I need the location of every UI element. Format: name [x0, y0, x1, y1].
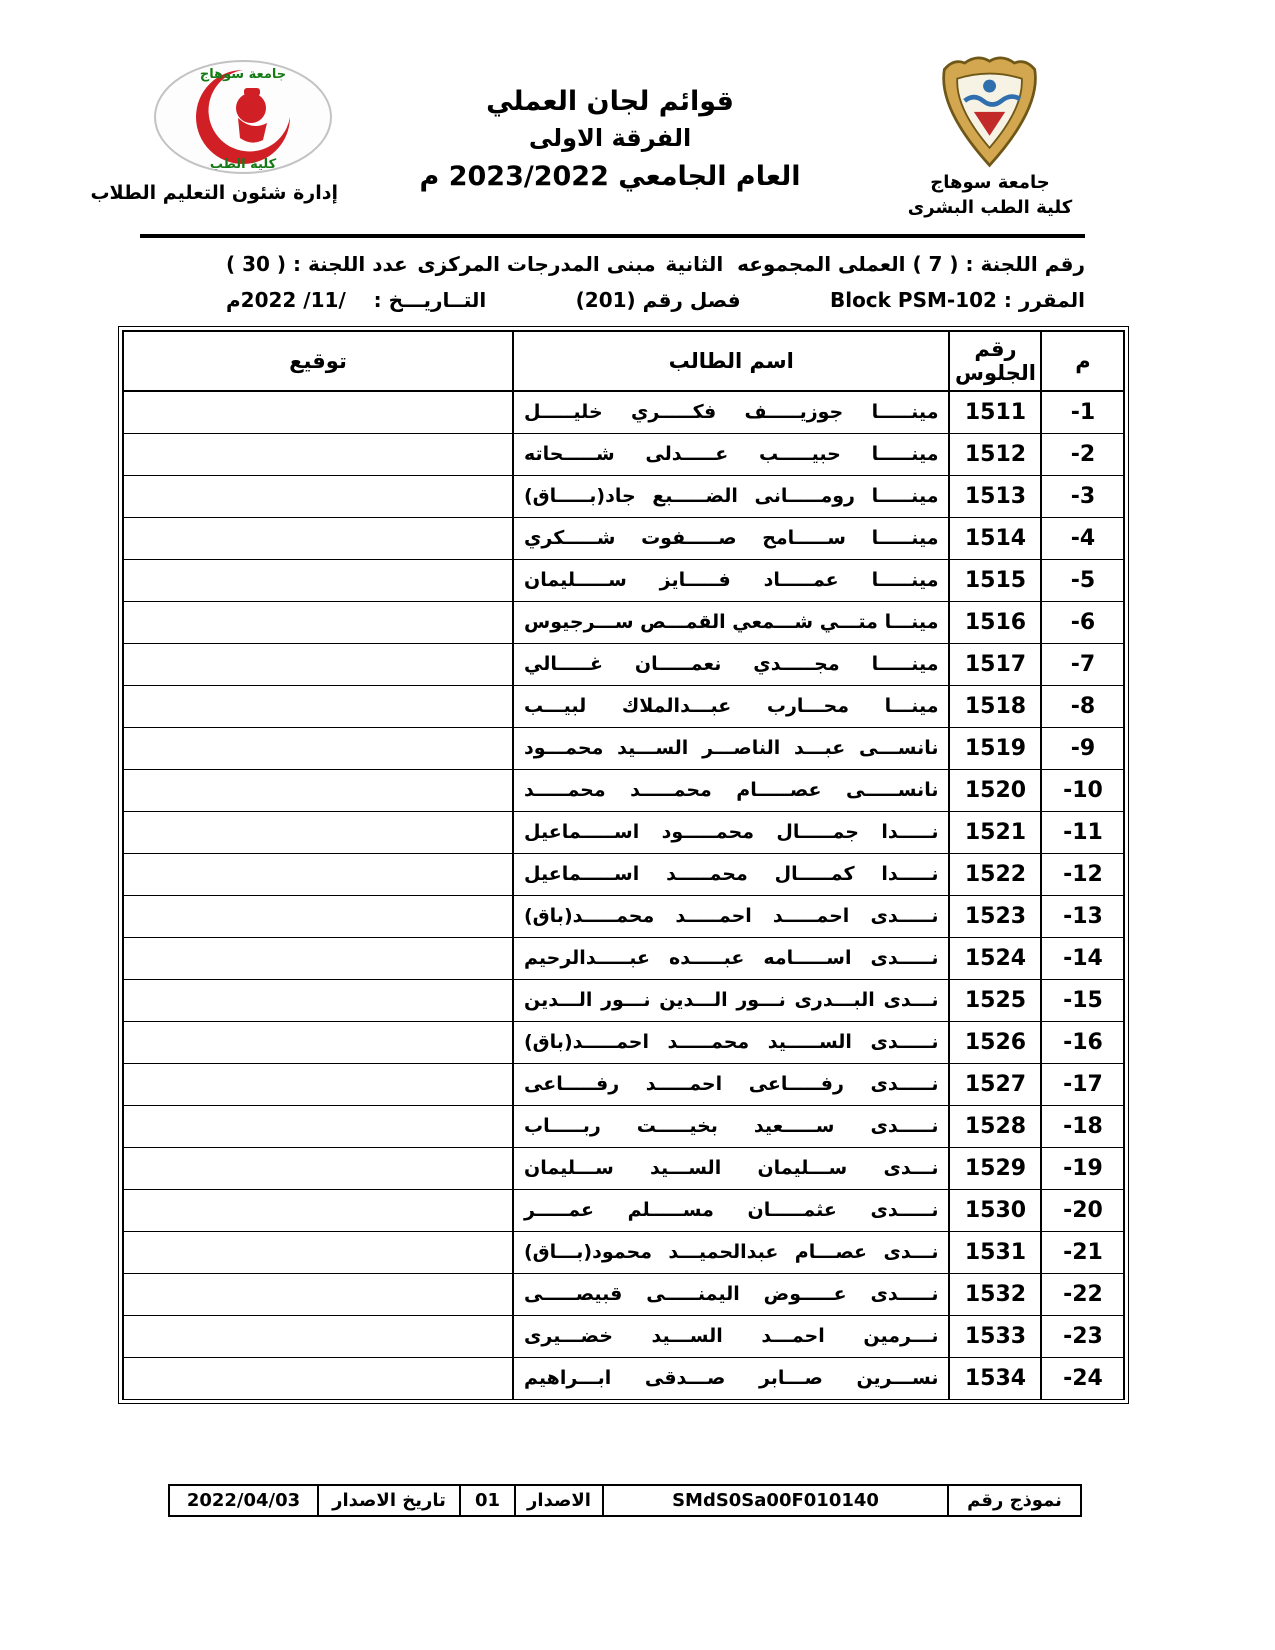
- row-seat-number: 1524: [949, 937, 1041, 979]
- row-serial: -1: [1041, 391, 1124, 433]
- row-signature-cell: [123, 853, 513, 895]
- row-student-name: مينـــــا جوزيـــــف فكـــــري خليـــــل: [513, 391, 949, 433]
- row-student-name: نـــدى عصـــام عبدالحميـــد محمود(بـــاق): [513, 1231, 949, 1273]
- student-row: [123, 1063, 1124, 1105]
- row-student-name: نـــدى البـــدرى نـــور الـــدين نـــور الـــدين: [513, 979, 949, 1021]
- row-seat-number: 1518: [949, 685, 1041, 727]
- committee-count: عدد اللجنة : ( 30 ): [226, 252, 408, 276]
- row-serial: -9: [1041, 727, 1124, 769]
- row-signature-cell: [123, 811, 513, 853]
- row-student-name: مينـــــا رومـــــانى الضـــــبع جاد(بـــــاق): [513, 475, 949, 517]
- row-seat-number: 1529: [949, 1147, 1041, 1189]
- row-signature-cell: [123, 643, 513, 685]
- row-seat-number: 1528: [949, 1105, 1041, 1147]
- row-serial: -8: [1041, 685, 1124, 727]
- row-seat-number: 1525: [949, 979, 1041, 1021]
- row-serial: -23: [1041, 1315, 1124, 1357]
- university-shield-logo-icon: [937, 50, 1043, 170]
- building-name: مبنى المدرجات المركزى: [417, 252, 656, 276]
- student-row: [123, 937, 1124, 979]
- room-number: فصل رقم (201): [575, 288, 741, 312]
- row-student-name: نانســـــى عصـــــام محمـــــد محمـــــد: [513, 769, 949, 811]
- header-row: [123, 331, 1124, 391]
- row-seat-number: 1516: [949, 601, 1041, 643]
- row-signature-cell: [123, 1315, 513, 1357]
- row-seat-number: 1513: [949, 475, 1041, 517]
- header-student-name: اسم الطالب: [513, 331, 949, 391]
- row-signature-cell: [123, 1189, 513, 1231]
- committee-info-block: [140, 246, 1085, 318]
- row-student-name: مينـــا متـــي شـــمعي القمـــص ســـرجيوس: [513, 601, 949, 643]
- issue-date-value: 2022/04/03: [169, 1485, 318, 1516]
- row-signature-cell: [123, 1273, 513, 1315]
- row-seat-number: 1531: [949, 1231, 1041, 1273]
- dept-caption: إدارة شئون التعليم الطلاب: [90, 182, 338, 204]
- row-seat-number: 1517: [949, 643, 1041, 685]
- row-signature-cell: [123, 1021, 513, 1063]
- row-student-name: نـــــدى عثمـــــان مســـــلم عمـــــر: [513, 1189, 949, 1231]
- row-serial: -13: [1041, 895, 1124, 937]
- student-row: [123, 433, 1124, 475]
- row-signature-cell: [123, 1147, 513, 1189]
- issue-label: الاصدار: [515, 1485, 603, 1516]
- row-seat-number: 1512: [949, 433, 1041, 475]
- row-signature-cell: [123, 685, 513, 727]
- row-student-name: نـــــدى اســـــامه عبـــــده عبـــــدالرحيم: [513, 937, 949, 979]
- row-signature-cell: [123, 937, 513, 979]
- row-student-name: مينـــــا ســـــامح صـــــفوت شـــــكري: [513, 517, 949, 559]
- footer-row: [169, 1485, 1081, 1516]
- student-row: [123, 811, 1124, 853]
- row-student-name: مينـــــا حبيـــــب عـــــدلى شـــــحاته: [513, 433, 949, 475]
- student-row: [123, 1189, 1124, 1231]
- row-signature-cell: [123, 979, 513, 1021]
- row-serial: -11: [1041, 811, 1124, 853]
- row-signature-cell: [123, 433, 513, 475]
- student-row: [123, 769, 1124, 811]
- committee-number: رقم اللجنة : ( 7 ) العملى المجموعه الثانية: [665, 252, 1085, 276]
- row-seat-number: 1523: [949, 895, 1041, 937]
- row-signature-cell: [123, 1357, 513, 1399]
- student-row: [123, 1105, 1124, 1147]
- issue-value: 01: [460, 1485, 515, 1516]
- row-serial: -4: [1041, 517, 1124, 559]
- row-student-name: نـــدى ســـليمان الســـيد ســـليمان: [513, 1147, 949, 1189]
- row-serial: -6: [1041, 601, 1124, 643]
- row-student-name: نـــــدى عـــــوض اليمنـــــى قبيصـــــى: [513, 1273, 949, 1315]
- row-serial: -16: [1041, 1021, 1124, 1063]
- row-student-name: نـــــدى ســـــعيد بخيـــــت ربـــــاب: [513, 1105, 949, 1147]
- svg-text:كلية الطب: كلية الطب: [209, 157, 277, 172]
- row-signature-cell: [123, 895, 513, 937]
- header-divider-line: [140, 234, 1085, 238]
- row-signature-cell: [123, 1231, 513, 1273]
- row-serial: -15: [1041, 979, 1124, 1021]
- student-row: [123, 1357, 1124, 1399]
- row-seat-number: 1533: [949, 1315, 1041, 1357]
- student-row: [123, 685, 1124, 727]
- header-seat-number: رقم الجلوس: [949, 331, 1041, 391]
- row-signature-cell: [123, 475, 513, 517]
- faculty-name: كلية الطب البشرى: [907, 196, 1073, 218]
- document-title-block: [300, 86, 920, 192]
- row-seat-number: 1522: [949, 853, 1041, 895]
- row-seat-number: 1521: [949, 811, 1041, 853]
- row-signature-cell: [123, 601, 513, 643]
- row-serial: -5: [1041, 559, 1124, 601]
- row-serial: -7: [1041, 643, 1124, 685]
- row-seat-number: 1515: [949, 559, 1041, 601]
- course-code: المقرر : Block PSM-102: [829, 288, 1085, 312]
- row-student-name: نـــــدى احمـــــد احمـــــد محمـــــد(باق): [513, 895, 949, 937]
- row-student-name: نـــــدا كمـــــال محمـــــد اســـــماعيل: [513, 853, 949, 895]
- header-serial: م: [1041, 331, 1124, 391]
- student-row: [123, 643, 1124, 685]
- student-table-body: [123, 391, 1124, 1399]
- row-serial: -18: [1041, 1105, 1124, 1147]
- student-list-table: [122, 330, 1125, 1400]
- document-footer-table: [168, 1484, 1082, 1517]
- form-number-label: نموذج رقم: [948, 1485, 1081, 1516]
- row-seat-number: 1532: [949, 1273, 1041, 1315]
- row-serial: -12: [1041, 853, 1124, 895]
- title-line-3: العام الجامعي 2023/2022 م: [419, 161, 801, 192]
- student-row: [123, 853, 1124, 895]
- header-signature: توقيع: [123, 331, 513, 391]
- row-student-name: نـــرمين احمـــد الســـيد خضـــيرى: [513, 1315, 949, 1357]
- row-signature-cell: [123, 391, 513, 433]
- row-student-name: مينـــا محـــارب عبـــدالملاك لبيـــب: [513, 685, 949, 727]
- svg-text:جامعة سوهاج: جامعة سوهاج: [199, 67, 287, 82]
- student-row: [123, 1273, 1124, 1315]
- student-row: [123, 391, 1124, 433]
- row-signature-cell: [123, 559, 513, 601]
- title-line-1: قوائم لجان العملي: [486, 86, 734, 117]
- row-serial: -20: [1041, 1189, 1124, 1231]
- row-student-name: نـــــدا جمـــــال محمـــــود اســـــماعيل: [513, 811, 949, 853]
- row-seat-number: 1527: [949, 1063, 1041, 1105]
- student-row: [123, 475, 1124, 517]
- row-seat-number: 1520: [949, 769, 1041, 811]
- row-seat-number: 1526: [949, 1021, 1041, 1063]
- row-seat-number: 1519: [949, 727, 1041, 769]
- student-row: [123, 517, 1124, 559]
- row-student-name: نـــــدى الســـــيد محمـــــد احمـــــد(باق): [513, 1021, 949, 1063]
- student-row: [123, 895, 1124, 937]
- row-student-name: مينـــــا عمـــــاد فـــــايز ســـــليمان: [513, 559, 949, 601]
- university-emblem-block: [900, 50, 1080, 219]
- row-signature-cell: [123, 1063, 513, 1105]
- student-row: [123, 727, 1124, 769]
- row-serial: -14: [1041, 937, 1124, 979]
- row-student-name: نســـرين صـــابر صـــدقى ابـــراهيم: [513, 1357, 949, 1399]
- row-serial: -3: [1041, 475, 1124, 517]
- row-student-name: نانســـى عبـــد الناصـــر الســـيد محمـــود: [513, 727, 949, 769]
- row-serial: -17: [1041, 1063, 1124, 1105]
- row-signature-cell: [123, 727, 513, 769]
- university-name: جامعة سوهاج: [930, 172, 1050, 193]
- exam-date: التــاريـــخ : /11/ 2022م: [226, 288, 487, 312]
- info-row-2: [140, 282, 1085, 318]
- student-row: [123, 1315, 1124, 1357]
- row-serial: -10: [1041, 769, 1124, 811]
- info-row-1: [140, 246, 1085, 282]
- row-seat-number: 1530: [949, 1189, 1041, 1231]
- student-row: [123, 979, 1124, 1021]
- student-row: [123, 1231, 1124, 1273]
- row-serial: -21: [1041, 1231, 1124, 1273]
- student-row: [123, 1021, 1124, 1063]
- student-row: [123, 601, 1124, 643]
- student-table-header: [123, 331, 1124, 391]
- row-seat-number: 1511: [949, 391, 1041, 433]
- row-signature-cell: [123, 769, 513, 811]
- row-serial: -2: [1041, 433, 1124, 475]
- row-student-name: نـــــدى رفـــــاعى احمـــــد رفـــــاعى: [513, 1063, 949, 1105]
- row-student-name: مينـــــا مجـــــدي نعمـــــان غـــــالي: [513, 643, 949, 685]
- row-serial: -22: [1041, 1273, 1124, 1315]
- form-number-value: SMdS0Sa00F010140: [603, 1485, 948, 1516]
- row-signature-cell: [123, 1105, 513, 1147]
- issue-date-label: تاريخ الاصدار: [318, 1485, 460, 1516]
- title-line-2: الفرقة الاولى: [528, 124, 692, 152]
- student-row: [123, 559, 1124, 601]
- row-seat-number: 1534: [949, 1357, 1041, 1399]
- row-seat-number: 1514: [949, 517, 1041, 559]
- row-serial: -24: [1041, 1357, 1124, 1399]
- row-serial: -19: [1041, 1147, 1124, 1189]
- row-signature-cell: [123, 517, 513, 559]
- student-row: [123, 1147, 1124, 1189]
